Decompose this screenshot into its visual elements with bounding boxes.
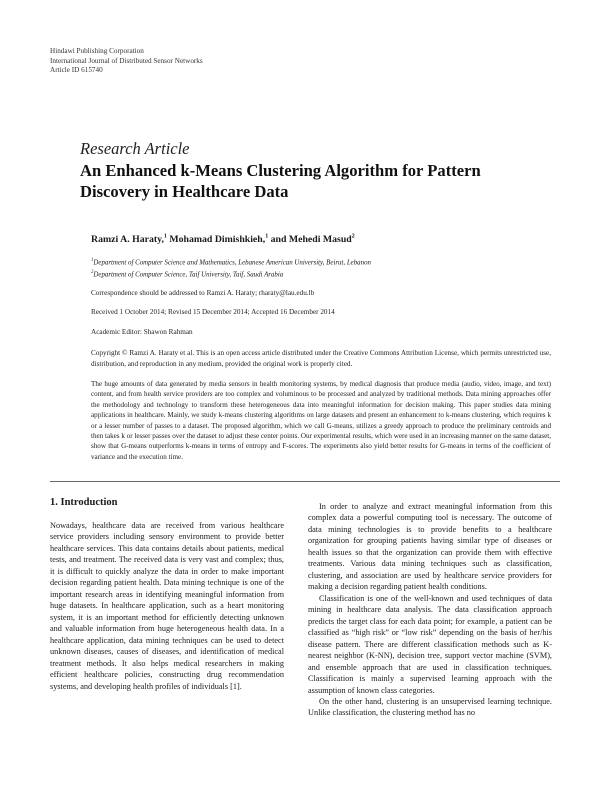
author-2: Mohamad Dimishkieh,$^1$ bbox=[169, 234, 269, 246]
article-dates: Received 1 October 2014; Revised 15 December 2014; Accepted 16 December 2014 bbox=[91, 308, 335, 316]
left-column bbox=[50, 497, 284, 692]
title-line-1: An Enhanced k-Means Clustering Algorithm for Pattern bbox=[80, 161, 481, 180]
title-line-2: Discovery in Healthcare Data bbox=[80, 182, 289, 201]
abstract: The huge amounts of data generated by media sensors in health monitoring systems, by medical diagnosis that produce media (audio, video, image, and text) content, and from health service providers are too complex and voluminous to be processed and analyzed by traditional methods. Data mining approaches offer the methodology and technology to transform these heterogeneous data into meaningful information for decision making. This paper studies data mining applications in healthcare. Mainly, we study k-means clustering algorithms on large datasets and present an enhancement to k-means clustering, which requires k or a lesser number of passes to a dataset. The proposed algorithm, which we call G-means, utilizes a greedy approach to produce the preliminary centroids and then takes k or lesser passes over the dataset to adjust these center points. Our experimental results, which were used in an increasing manner on the same dataset, show that G-means outperforms k-means in terms of entropy and F-scores. The experiments also yield better results for G-means in terms of the coefficient of variance and the execution time. bbox=[91, 380, 551, 461]
academic-editor: Academic Editor: Shawon Rahman bbox=[91, 328, 193, 336]
author-1: Ramzi A. Haraty,$^1$ bbox=[91, 234, 167, 246]
affiliations bbox=[91, 256, 371, 281]
paper-title bbox=[80, 160, 560, 202]
section-heading: 1. Introduction bbox=[50, 497, 118, 508]
intro-paragraph-2: In order to analyze and extract meaningful information from this complex data a powerful computing tool is necessary. The outcome of data mining technologies is to provide benefits to a healthcare organization for grouping patients having similar type of diseases or health issues so that the organization can provide them with effective treatments. Various data mining techniques such as classification, clustering, and association are used by healthcare service providers for making a decision regarding patient health conditions. bbox=[308, 502, 552, 592]
article-id: Article ID 615740 bbox=[50, 66, 103, 75]
publisher-name: Hindawi Publishing Corporation bbox=[50, 47, 144, 55]
affiliation-2: $^2$Department of Computer Science, Taif University, Taif, Saudi Arabia bbox=[91, 270, 284, 279]
affiliation-1: $^1$Department of Computer Science and Mathematics, Lebanese American University, Beirut, Lebanon bbox=[91, 258, 371, 267]
right-column bbox=[308, 501, 552, 719]
copyright-notice: Copyright © Ramzi A. Haraty et al. This is an open access article distributed under the Creative Commons Attribution License, which permits unrestricted use, distribution, and reproduction in any medium, provided the original work is properly cited. bbox=[91, 349, 551, 368]
author-list bbox=[91, 234, 355, 245]
intro-paragraph-4: On the other hand, clustering is an unsupervised learning technique. Unlike classification, the clustering method has no bbox=[308, 696, 552, 718]
journal-header bbox=[50, 47, 203, 76]
article-type: Research Article bbox=[80, 139, 190, 158]
author-3: and Mehedi Masud$^2$ bbox=[270, 234, 355, 246]
section-divider bbox=[50, 481, 560, 482]
correspondence: Correspondence should be addressed to Ramzi A. Haraty; rharaty@lau.edu.lb bbox=[91, 289, 315, 297]
intro-paragraph-3: Classification is one of the well-known and used techniques of data mining in healthcare data analysis. The data classification approach predicts the target class for each data point; for example, a patient can be classified as “high risk” or “low risk” depending on the basis of her/his disease pattern. There are different classification methods such as K-nearest neighbor (K-NN), decision tree, support vector machine (SVM), and ensemble approach that are used in classification techniques. Classification is mainly a supervised learning approach with the assumption of known class categories. bbox=[308, 593, 552, 695]
intro-paragraph-1: Nowadays, healthcare data are received from various healthcare service providers including sensory environment to provide better healthcare services. This data contains details about patients, medical tests, and treatment. The received data is very vast and complex; thus, it is difficult to quickly analyze the data in order to make important decision regarding patient health. Data mining technique is one of the important research areas in identifying meaningful information from huge datasets. In healthcare application, such as a heart monitoring system, it is an important method for efficiently detecting unknown and valuable information from huge heterogeneous health data. In a healthcare application, data mining techniques can be used to detect unknown diseases, causes of diseases, and identification of medical treatment methods. It also helps medical researchers in making efficient healthcare policies, constructing drug recommendation systems, and developing health profiles of individuals [1]. bbox=[50, 521, 284, 691]
journal-name: International Journal of Distributed Sensor Networks bbox=[50, 56, 203, 65]
